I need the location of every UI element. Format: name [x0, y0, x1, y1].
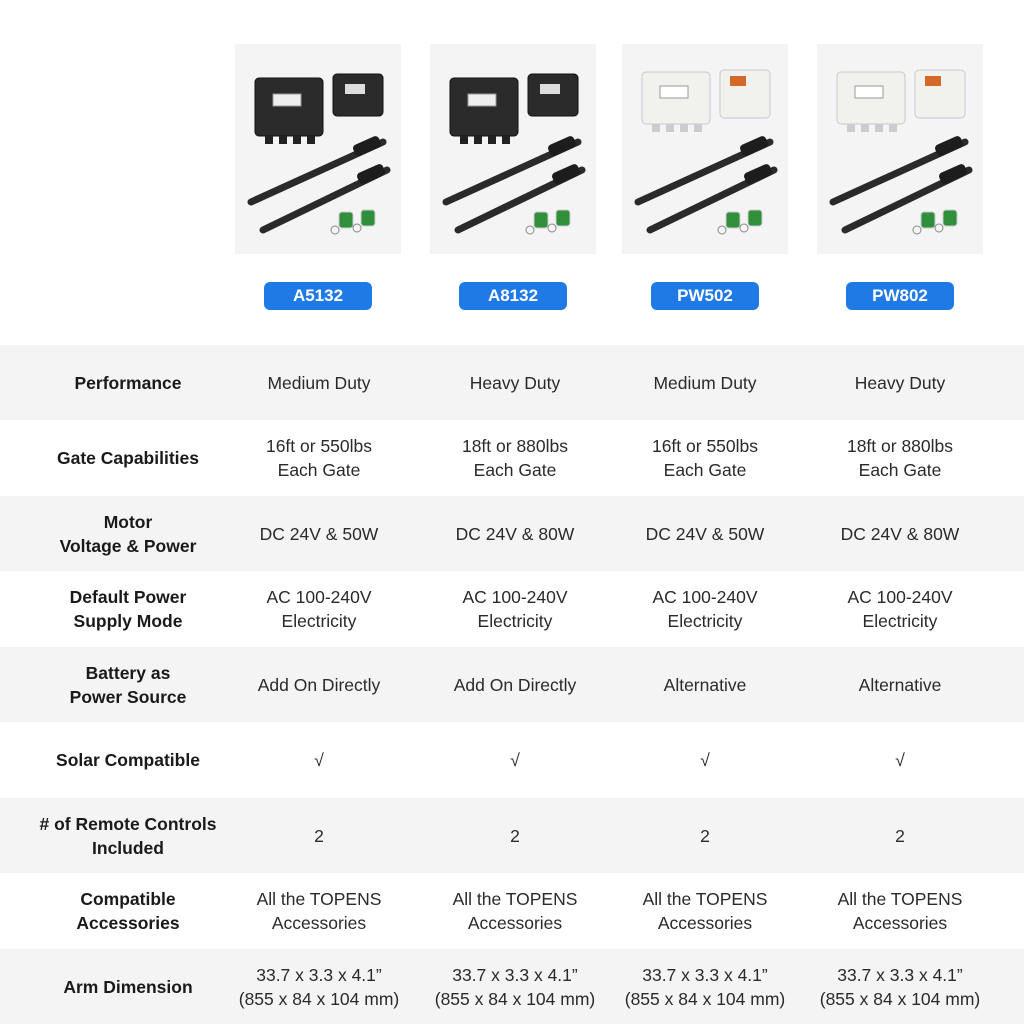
cell-value: 33.7 x 3.3 x 4.1” (855 x 84 x 104 mm): [624, 964, 786, 1009]
cell-value: 16ft or 550lbs Each Gate: [651, 436, 759, 480]
cell-value: 16ft or 550lbs Each Gate: [265, 436, 373, 480]
table-row: [0, 723, 1024, 798]
table-cell: [803, 496, 997, 571]
row-label-text: Default Power Supply Mode: [69, 587, 187, 631]
cell-value: 33.7 x 3.3 x 4.1” (855 x 84 x 104 mm): [819, 964, 981, 1009]
product-image: [817, 44, 983, 254]
row-label: [20, 798, 236, 873]
table-cell: [222, 723, 416, 798]
cell-value: DC 24V & 50W: [259, 523, 379, 544]
table-cell: [418, 647, 612, 722]
table-cell: [803, 647, 997, 722]
cell-value: AC 100-240V Electricity: [266, 587, 372, 631]
product-column-2: [430, 44, 596, 305]
cell-value: DC 24V & 50W: [645, 523, 765, 544]
row-label: [20, 421, 236, 496]
table-row: [0, 949, 1024, 1024]
cell-value: All the TOPENS Accessories: [452, 889, 578, 933]
table-cell: [803, 345, 997, 420]
cell-value: 2: [895, 825, 905, 846]
table-cell: [803, 421, 997, 496]
table-row: [0, 798, 1024, 873]
cell-value: 2: [314, 825, 324, 846]
row-label: [20, 647, 236, 722]
row-label: [20, 572, 236, 647]
row-label: [20, 874, 236, 949]
table-cell: [803, 949, 997, 1024]
table-cell: [803, 572, 997, 647]
row-label-text: Solar Compatible: [56, 750, 200, 770]
table-cell: [418, 949, 612, 1024]
model-badge: A5132: [264, 282, 372, 310]
cell-value: Medium Duty: [653, 372, 757, 393]
cell-value: Add On Directly: [257, 674, 381, 695]
cell-value: AC 100-240V Electricity: [652, 587, 758, 631]
cell-value: Heavy Duty: [469, 372, 561, 393]
table-cell: [222, 874, 416, 949]
cell-value: √: [510, 750, 520, 770]
table-cell: [608, 572, 802, 647]
product-image: [235, 44, 401, 254]
row-label-text: Compatible Accessories: [76, 889, 180, 933]
table-cell: [418, 874, 612, 949]
table-row: [0, 421, 1024, 496]
table-cell: [418, 496, 612, 571]
cell-value: All the TOPENS Accessories: [837, 889, 963, 933]
row-label: [20, 949, 236, 1024]
gate-opener-kit-white-icon: [817, 44, 983, 254]
table-cell: [418, 345, 612, 420]
table-cell: [418, 572, 612, 647]
cell-value: Alternative: [663, 674, 747, 695]
gate-opener-kit-black-icon: [235, 44, 401, 254]
table-cell: [418, 723, 612, 798]
row-label-text: Arm Dimension: [63, 976, 193, 997]
table-cell: [418, 798, 612, 873]
table-cell: [608, 874, 802, 949]
table-cell: [222, 949, 416, 1024]
table-cell: [222, 572, 416, 647]
row-label: [20, 496, 236, 571]
cell-value: Medium Duty: [267, 372, 371, 393]
cell-value: 2: [510, 825, 520, 846]
cell-value: Alternative: [858, 674, 942, 695]
table-row: [0, 496, 1024, 571]
cell-value: All the TOPENS Accessories: [642, 889, 768, 933]
table-cell: [608, 798, 802, 873]
product-column-3: [622, 44, 788, 305]
row-label-text: Motor Voltage & Power: [59, 511, 197, 556]
product-column-1: [235, 44, 401, 305]
table-cell: [222, 496, 416, 571]
table-row: [0, 874, 1024, 949]
table-cell: [418, 421, 612, 496]
product-image: [430, 44, 596, 254]
product-header: [0, 0, 1024, 345]
gate-opener-kit-white-icon: [622, 44, 788, 254]
table-cell: [608, 345, 802, 420]
cell-value: √: [895, 750, 905, 770]
table-cell: [608, 647, 802, 722]
table-row: [0, 572, 1024, 647]
model-badge: A8132: [459, 282, 567, 310]
product-column-4: [817, 44, 983, 305]
cell-value: 2: [700, 825, 710, 846]
model-badge: PW802: [846, 282, 954, 310]
table-cell: [608, 723, 802, 798]
table-row: [0, 345, 1024, 420]
product-image: [622, 44, 788, 254]
cell-value: DC 24V & 80W: [840, 523, 960, 544]
row-label: [20, 723, 236, 798]
table-row: [0, 647, 1024, 722]
model-badge: PW502: [651, 282, 759, 310]
cell-value: √: [314, 750, 324, 770]
cell-value: 33.7 x 3.3 x 4.1” (855 x 84 x 104 mm): [238, 964, 400, 1009]
table-cell: [222, 421, 416, 496]
cell-value: 33.7 x 3.3 x 4.1” (855 x 84 x 104 mm): [434, 964, 596, 1009]
table-cell: [608, 949, 802, 1024]
table-cell: [222, 647, 416, 722]
cell-value: All the TOPENS Accessories: [256, 889, 382, 933]
row-label: [20, 345, 236, 420]
gate-opener-kit-black-icon: [430, 44, 596, 254]
cell-value: Add On Directly: [453, 674, 577, 695]
table-cell: [803, 798, 997, 873]
table-cell: [222, 798, 416, 873]
cell-value: 18ft or 880lbs Each Gate: [461, 436, 569, 480]
table-cell: [803, 874, 997, 949]
cell-value: 18ft or 880lbs Each Gate: [846, 436, 954, 480]
cell-value: AC 100-240V Electricity: [847, 587, 953, 631]
cell-value: AC 100-240V Electricity: [462, 587, 568, 631]
cell-value: Heavy Duty: [854, 372, 946, 393]
cell-value: √: [700, 750, 710, 770]
row-label-text: Battery as Power Source: [69, 662, 187, 707]
row-label-text: Gate Capabilities: [57, 448, 199, 468]
table-cell: [222, 345, 416, 420]
cell-value: DC 24V & 80W: [455, 523, 575, 544]
row-label-text: Performance: [74, 372, 182, 393]
table-cell: [803, 723, 997, 798]
table-cell: [608, 421, 802, 496]
table-cell: [608, 496, 802, 571]
row-label-text: # of Remote Controls Included: [39, 813, 217, 858]
